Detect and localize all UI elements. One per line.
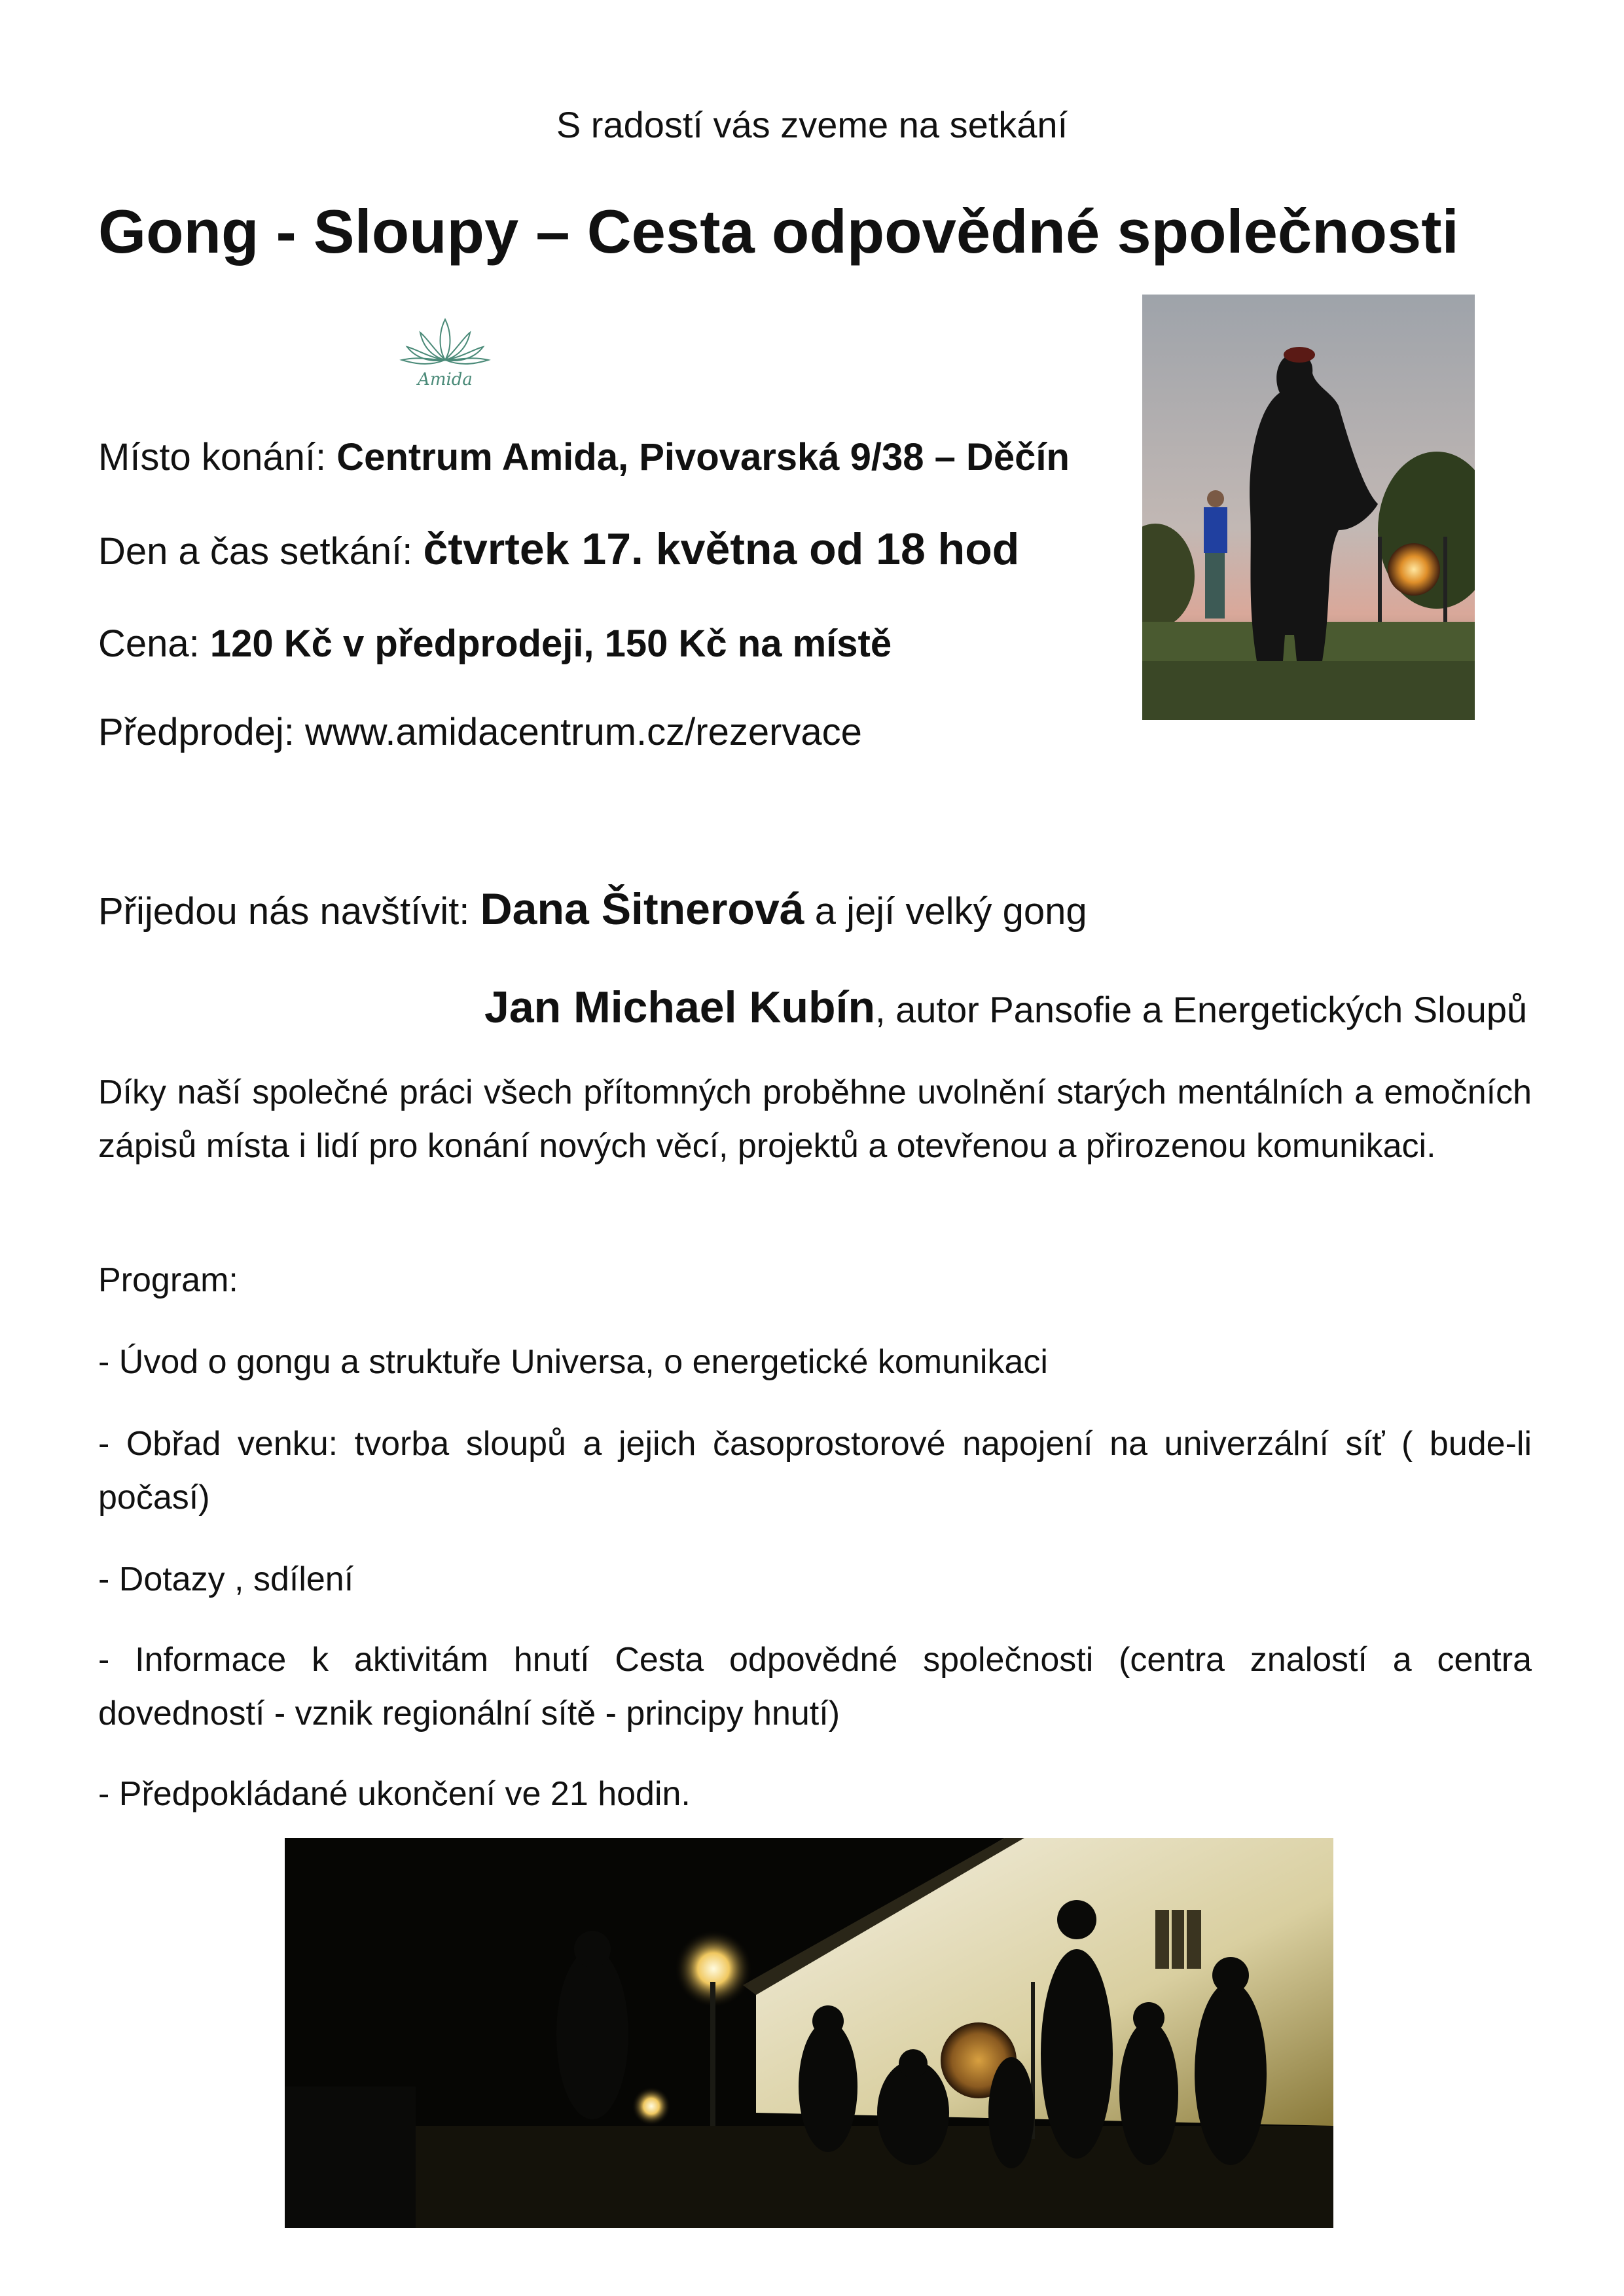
venue-value: Centrum Amida, Pivovarská 9/38 – Děčín	[336, 436, 1070, 478]
presale-line: Předprodej: www.amidacentrum.cz/rezervace	[98, 711, 862, 753]
description-paragraph: Díky naší společné práci všech přítomných proběhne uvolnění starých mentálních a emočních zápisů místa i lidí pro konání nových věcí, projektů a otevřenou a přirozenou komunikaci.	[98, 1073, 1532, 1165]
visitors-line	[98, 884, 1087, 935]
price-label: Cena:	[98, 622, 210, 665]
lotus-logo-icon	[393, 313, 497, 394]
gong-ceremony-photo	[1142, 295, 1475, 720]
guest-name-jan: Jan Michael Kubín	[484, 982, 875, 1032]
visitors-line-2	[484, 982, 1527, 1033]
program-item: - Obřad venku: tvorba sloupů a jejich časoprostorové napojení na univerzální síť ( bude-li počasí)	[98, 1425, 1532, 1516]
program-item: - Předpokládané ukončení ve 21 hodin.	[98, 1775, 691, 1813]
venue-line	[98, 435, 1070, 479]
date-value: čtvrtek 17. května od 18 hod	[423, 524, 1020, 574]
visitors-label: Přijedou nás navštívit:	[98, 890, 480, 933]
program-item: - Dotazy , sdílení	[98, 1560, 354, 1598]
page-title: Gong - Sloupy – Cesta odpovědné společnosti	[98, 197, 1459, 266]
guest-name-dana: Dana Šitnerová	[480, 884, 804, 934]
program-heading: Program:	[98, 1261, 238, 1299]
price-value: 120 Kč v předprodeji, 150 Kč na místě	[209, 622, 892, 665]
date-line	[98, 524, 1019, 575]
price-line	[98, 622, 892, 666]
program-item: - Úvod o gongu a struktuře Universa, o energetické komunikaci	[98, 1343, 1048, 1381]
invitation-intro: S radostí vás zveme na setkání	[556, 104, 1068, 145]
logo-text: Amida	[418, 370, 473, 389]
guest-desc-jan: , autor Pansofie a Energetických Sloupů	[875, 989, 1528, 1030]
venue-label: Místo konání:	[98, 436, 337, 478]
night-gathering-photo	[285, 1838, 1333, 2228]
date-label: Den a čas setkání:	[98, 530, 424, 573]
program-item: - Informace k aktivitám hnutí Cesta odpovědné společnosti (centra znalostí a centra dovedností - vznik regionální sítě - principy hnutí)	[98, 1641, 1532, 1732]
guest-desc-dana: a její velký gong	[804, 890, 1087, 933]
